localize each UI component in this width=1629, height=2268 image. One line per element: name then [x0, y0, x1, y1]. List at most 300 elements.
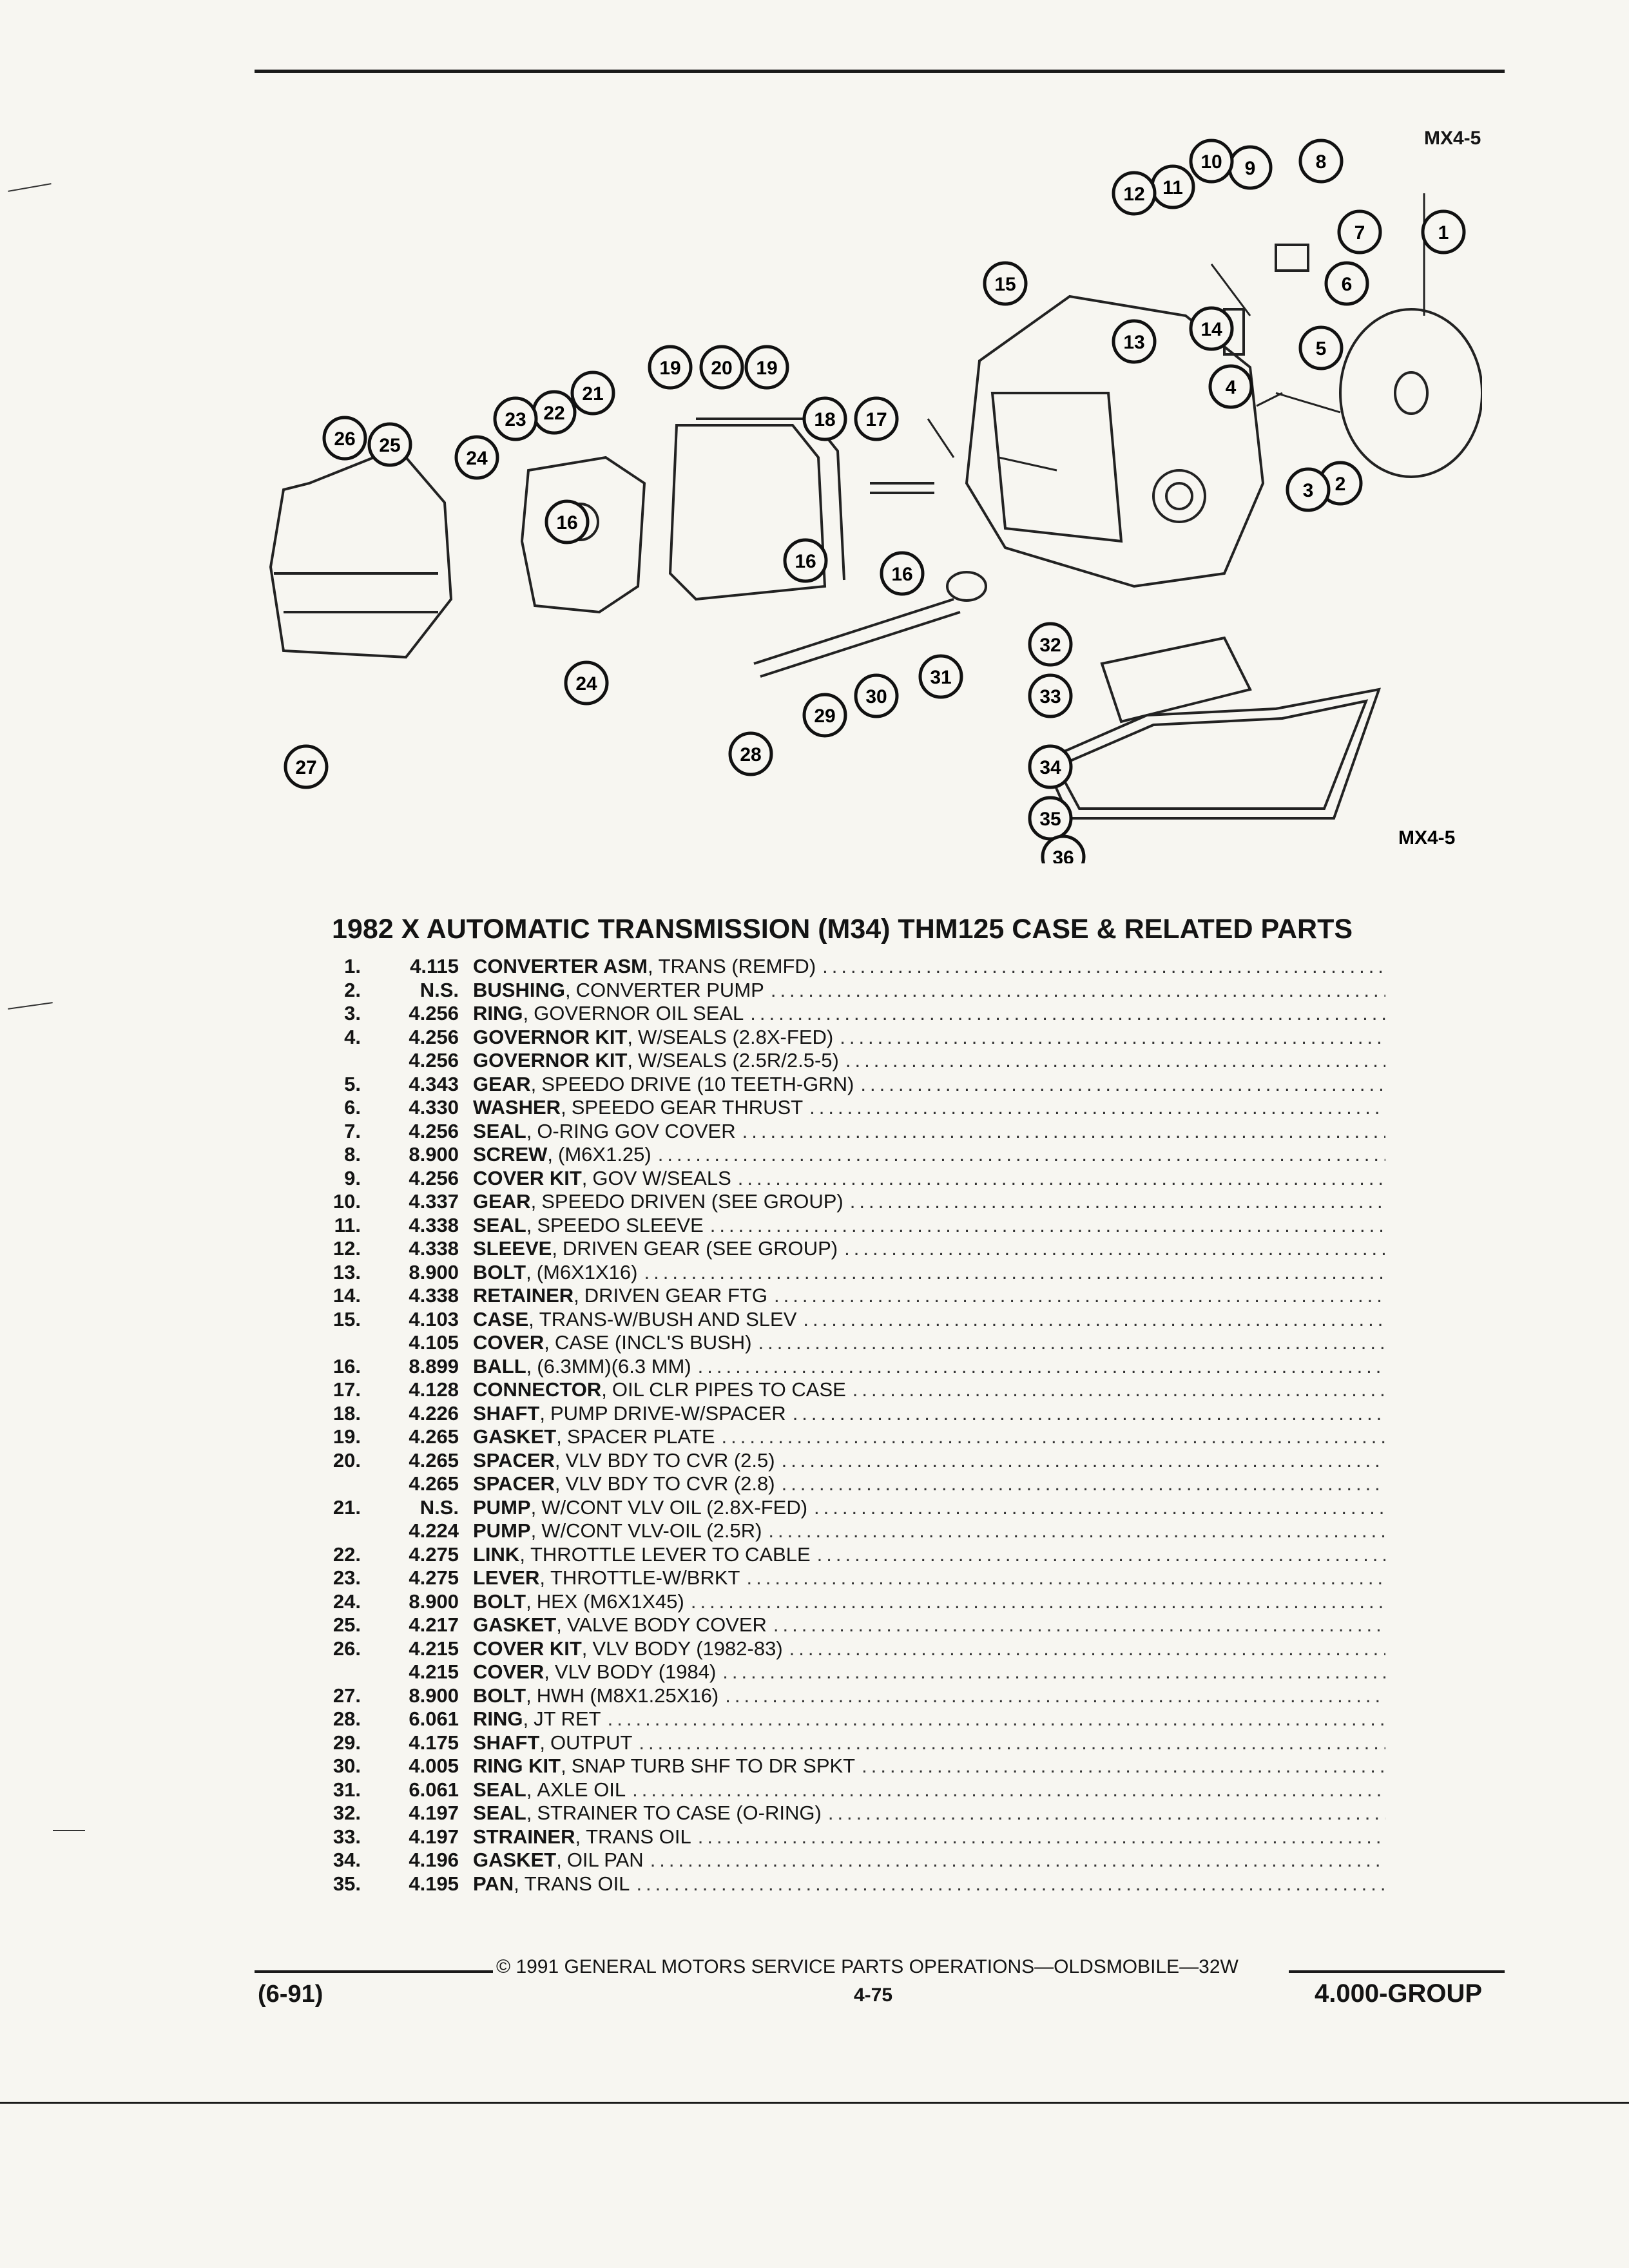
margin-mark [53, 1830, 85, 1831]
leader-dots [691, 1590, 1385, 1613]
callout-number: 29 [814, 706, 836, 727]
part-description: PUMP DRIVE-W/SPACER [550, 1401, 786, 1425]
part-index: 18. [333, 1401, 361, 1425]
part-name: SPACER [473, 1448, 555, 1472]
part-index: 32. [333, 1802, 361, 1825]
part-index: 7. [344, 1119, 361, 1142]
part-name: GOVERNOR KIT [473, 1049, 628, 1072]
callout-number: 22 [543, 403, 565, 424]
part-index: 33. [333, 1825, 361, 1848]
part-separator: , [528, 1307, 534, 1331]
callout-number: 15 [994, 274, 1016, 295]
part-number: 4.195 [409, 1872, 459, 1895]
callout-number: 8 [1315, 151, 1327, 173]
part-number: 8.900 [409, 1590, 459, 1613]
part-separator: , [526, 1213, 532, 1236]
callout-number: 32 [1039, 635, 1061, 656]
leader-dots [860, 1073, 1385, 1096]
exploded-parts-diagram [245, 122, 1482, 863]
part-separator: , [561, 1096, 566, 1119]
part-row [303, 1002, 1385, 1026]
leader-dots [850, 1190, 1385, 1213]
part-separator: , [554, 1472, 561, 1495]
part-index: 20. [333, 1448, 361, 1472]
part-index: 5. [344, 1072, 361, 1095]
part-row [303, 1519, 1385, 1543]
part-name: RETAINER [473, 1284, 574, 1307]
part-row [303, 1026, 1385, 1050]
valve-body-cover-drawing [271, 457, 451, 657]
part-separator: , [554, 1448, 561, 1472]
part-description: DRIVEN GEAR FTG [584, 1284, 767, 1307]
leader-dots [803, 1308, 1385, 1331]
footer-date: (6-91) [258, 1981, 323, 2008]
part-row [303, 1331, 1385, 1355]
part-separator: , [561, 1754, 566, 1778]
part-name: CASE [473, 1307, 529, 1331]
part-separator: , [530, 1519, 537, 1542]
part-separator: , [556, 1425, 562, 1448]
part-number: 4.115 [410, 955, 459, 978]
part-description: W/SEALS (2.8X-FED) [638, 1025, 834, 1048]
callout-number: 31 [930, 667, 952, 688]
part-separator: , [526, 1778, 532, 1801]
part-number: 4.343 [409, 1072, 459, 1095]
part-row [303, 1825, 1385, 1849]
part-description: (6.3MM)(6.3 MM) [537, 1354, 691, 1378]
part-separator: , [581, 1637, 588, 1660]
margin-mark [8, 183, 51, 192]
part-number: 4.196 [409, 1849, 459, 1872]
part-name: PUMP [473, 1495, 531, 1519]
part-index: 16. [333, 1354, 361, 1378]
parts-list [303, 955, 1385, 1896]
leader-dots [774, 1284, 1385, 1307]
part-description: (M6X1X16) [536, 1260, 638, 1283]
callout-number: 19 [659, 358, 681, 379]
part-row [303, 1472, 1385, 1496]
part-name: COVER KIT [473, 1637, 582, 1660]
part-separator: , [539, 1566, 545, 1590]
part-description: SPEEDO GEAR THRUST [571, 1096, 804, 1119]
part-row [303, 1214, 1385, 1238]
part-row [303, 1167, 1385, 1191]
part-index: 25. [333, 1613, 361, 1637]
leader-dots [608, 1707, 1385, 1731]
part-separator: , [552, 1237, 557, 1260]
part-name: SEAL [473, 1802, 526, 1825]
callout-number: 4 [1225, 377, 1237, 398]
part-separator: , [526, 1260, 532, 1283]
part-description: HEX (M6X1X45) [536, 1590, 684, 1613]
part-separator: , [539, 1401, 545, 1425]
leader-dots [782, 1449, 1385, 1472]
leader-dots [738, 1167, 1385, 1190]
leader-dots [722, 1425, 1385, 1448]
part-row [303, 1566, 1385, 1590]
part-number: 4.175 [409, 1731, 459, 1754]
callout-number: 16 [556, 512, 578, 533]
part-description: TRANS-W/BUSH AND SLEV [539, 1307, 797, 1331]
part-index: 17. [333, 1378, 361, 1401]
part-description: TRANS OIL [586, 1825, 691, 1848]
leader-dots [698, 1355, 1385, 1378]
leader-dots [862, 1754, 1385, 1778]
leader-dots [782, 1472, 1385, 1495]
leader-dots [828, 1802, 1385, 1825]
part-description: CASE (INCL'S BUSH) [554, 1331, 752, 1354]
part-description: SPEEDO SLEEVE [537, 1213, 704, 1236]
callout-number: 12 [1123, 184, 1145, 205]
callout-number: 19 [756, 358, 778, 379]
part-row [303, 1496, 1385, 1520]
leader-dots [658, 1143, 1385, 1166]
callout-number: 24 [575, 673, 597, 695]
part-index: 22. [333, 1542, 361, 1566]
part-description: SPEEDO DRIVE (10 TEETH-GRN) [541, 1072, 854, 1095]
copyright-text: © 1991 GENERAL MOTORS SERVICE PARTS OPERATIONS—OLDSMOBILE—32W [496, 1956, 1239, 1977]
leader-dots [840, 1026, 1385, 1049]
leader-dots [845, 1049, 1385, 1072]
part-number: 4.256 [409, 1002, 459, 1025]
part-name: GASKET [473, 1613, 557, 1637]
leader-dots [725, 1684, 1385, 1707]
callout-number: 16 [795, 551, 816, 572]
part-description: SNAP TURB SHF TO DR SPKT [571, 1754, 856, 1778]
part-description: THROTTLE LEVER TO CABLE [530, 1542, 811, 1566]
part-number: 4.103 [409, 1307, 459, 1331]
part-name: SHAFT [473, 1731, 540, 1754]
margin-mark [8, 1002, 53, 1010]
leader-dots [750, 1002, 1385, 1025]
part-name: SCREW [473, 1143, 548, 1166]
callout-number: 30 [865, 686, 887, 707]
part-name: SEAL [473, 1119, 526, 1142]
footer-rule-left [255, 1970, 493, 1973]
part-index: 13. [333, 1260, 361, 1283]
part-description: CONVERTER PUMP [575, 978, 764, 1001]
callout-group [285, 140, 1464, 863]
leader-dots [722, 1660, 1385, 1684]
part-row [303, 1543, 1385, 1567]
part-separator: , [574, 1284, 579, 1307]
part-index: 35. [333, 1872, 361, 1895]
part-name: BUSHING [473, 978, 565, 1001]
part-name: GOVERNOR KIT [473, 1025, 628, 1048]
part-number: 4.224 [409, 1519, 459, 1542]
leader-dots [771, 979, 1385, 1002]
part-row [303, 1802, 1385, 1825]
part-index: 3. [344, 1002, 361, 1025]
part-separator: , [575, 1825, 581, 1848]
callout-number: 3 [1302, 480, 1314, 501]
part-index: 30. [333, 1754, 361, 1778]
part-separator: , [556, 1613, 562, 1637]
part-number: 4.265 [409, 1472, 459, 1495]
part-name: RING KIT [473, 1754, 561, 1778]
leader-dots [822, 955, 1385, 978]
part-name: BALL [473, 1354, 526, 1378]
callout-number: 23 [505, 409, 526, 430]
page-number: 4-75 [854, 1984, 893, 2006]
leader-dots [639, 1731, 1385, 1754]
part-number: N.S. [419, 978, 459, 1001]
leader-dots [844, 1237, 1385, 1260]
part-name: SHAFT [473, 1401, 540, 1425]
callout-number: 11 [1162, 177, 1183, 198]
callout-number: 6 [1341, 274, 1353, 295]
part-index: 29. [333, 1731, 361, 1754]
part-row [303, 1308, 1385, 1332]
part-number: 4.256 [409, 1119, 459, 1142]
part-description: SPACER PLATE [566, 1425, 715, 1448]
part-separator: , [539, 1731, 545, 1754]
strainer-drawing [1102, 638, 1250, 722]
part-row [303, 1425, 1385, 1449]
part-number: 4.256 [409, 1025, 459, 1048]
callout-number: 33 [1039, 686, 1061, 707]
part-row [303, 1778, 1385, 1802]
callout-number: 7 [1354, 222, 1365, 244]
leader-dots [773, 1613, 1385, 1637]
part-row [303, 1402, 1385, 1426]
part-separator: , [544, 1331, 550, 1354]
part-description: TRANS (REMFD) [658, 955, 816, 978]
part-name: GASKET [473, 1425, 557, 1448]
part-separator: , [523, 1002, 529, 1025]
part-name: WASHER [473, 1096, 561, 1119]
part-name: GEAR [473, 1190, 531, 1213]
part-index: 34. [333, 1849, 361, 1872]
top-rule [255, 70, 1505, 73]
part-separator: , [647, 955, 653, 978]
part-description: OIL PAN [566, 1849, 644, 1872]
part-description: SPEEDO DRIVEN (SEE GROUP) [541, 1190, 843, 1213]
part-name: SLEEVE [473, 1237, 552, 1260]
part-row [303, 1378, 1385, 1402]
part-separator: , [523, 1707, 529, 1731]
part-row [303, 1355, 1385, 1379]
part-name: BOLT [473, 1684, 526, 1707]
part-index: 28. [333, 1707, 361, 1731]
part-separator: , [544, 1660, 550, 1684]
part-row [303, 1707, 1385, 1731]
callout-number: 18 [814, 409, 836, 430]
part-name: PUMP [473, 1519, 531, 1542]
part-index: 23. [333, 1566, 361, 1590]
part-number: 4.226 [409, 1401, 459, 1425]
diagram-code: MX4-5 [1398, 827, 1456, 849]
part-name: COVER [473, 1660, 545, 1684]
part-name: SEAL [473, 1778, 526, 1801]
part-name: BOLT [473, 1590, 526, 1613]
part-separator: , [601, 1378, 607, 1401]
part-number: 4.005 [409, 1754, 459, 1778]
part-number: 4.265 [409, 1425, 459, 1448]
leader-dots [793, 1402, 1385, 1425]
part-name: GEAR [473, 1072, 531, 1095]
part-index: 31. [333, 1778, 361, 1801]
leader-dots [809, 1096, 1385, 1119]
part-number: 4.256 [409, 1166, 459, 1189]
part-number: 4.215 [409, 1637, 459, 1660]
leader-dots [768, 1519, 1385, 1542]
part-description: VLV BDY TO CVR (2.5) [565, 1448, 775, 1472]
part-separator: , [530, 1495, 537, 1519]
part-number: 8.900 [409, 1260, 459, 1283]
callout-number: 24 [466, 448, 488, 469]
part-row [303, 1284, 1385, 1308]
part-name: LINK [473, 1542, 520, 1566]
callout-number: 10 [1200, 151, 1222, 173]
part-index: 19. [333, 1425, 361, 1448]
part-number: 4.275 [409, 1566, 459, 1590]
callout-number: 14 [1200, 319, 1222, 340]
part-number: 4.197 [409, 1802, 459, 1825]
part-name: SPACER [473, 1472, 555, 1495]
part-index: 24. [333, 1590, 361, 1613]
callout-number: 35 [1039, 809, 1061, 830]
header-code: MX4-5 [1424, 128, 1481, 149]
part-index: 12. [333, 1237, 361, 1260]
leader-dots [698, 1825, 1385, 1849]
part-name: COVER KIT [473, 1166, 582, 1189]
callout-number: 28 [740, 744, 762, 765]
part-index: 1. [344, 955, 361, 978]
page-title: 1982 X AUTOMATIC TRANSMISSION (M34) THM125 CASE & RELATED PARTS [332, 914, 1353, 945]
part-index: 10. [333, 1190, 361, 1213]
part-number: 4.338 [409, 1213, 459, 1236]
part-row [303, 1590, 1385, 1614]
part-description: STRAINER TO CASE (O-RING) [537, 1802, 822, 1825]
torque-converter-drawing [1340, 309, 1482, 477]
part-separator: , [526, 1684, 532, 1707]
callout-number: 1 [1438, 222, 1449, 244]
callout-number: 9 [1244, 158, 1256, 179]
part-separator: , [547, 1143, 554, 1166]
part-index: 2. [344, 978, 361, 1001]
part-description: HWH (M8X1.25X16) [536, 1684, 719, 1707]
leader-dots [632, 1778, 1385, 1802]
callout-number: 2 [1335, 474, 1346, 495]
part-description: O-RING GOV COVER [537, 1119, 736, 1142]
part-row [303, 955, 1385, 979]
callout-number: 25 [379, 435, 401, 456]
part-index: 15. [333, 1307, 361, 1331]
part-description: TRANS OIL [524, 1872, 630, 1895]
part-row [303, 1754, 1385, 1778]
part-separator: , [514, 1872, 519, 1895]
part-index: 27. [333, 1684, 361, 1707]
part-name: PAN [473, 1872, 514, 1895]
part-description: W/CONT VLV OIL (2.8X-FED) [541, 1495, 808, 1519]
part-number: 4.217 [409, 1613, 459, 1637]
part-row [303, 1190, 1385, 1214]
part-row [303, 1449, 1385, 1473]
part-number: 4.338 [409, 1237, 459, 1260]
part-separator: , [526, 1590, 532, 1613]
leader-dots [710, 1214, 1385, 1237]
part-number: 4.105 [409, 1331, 459, 1354]
part-name: COVER [473, 1331, 545, 1354]
part-row [303, 1073, 1385, 1097]
callout-number: 26 [334, 428, 356, 450]
part-name: LEVER [473, 1566, 540, 1590]
leader-dots [742, 1120, 1385, 1143]
part-row [303, 979, 1385, 1003]
part-separator: , [581, 1166, 588, 1189]
part-name: SEAL [473, 1213, 526, 1236]
part-index: 9. [344, 1166, 361, 1189]
part-number: 6.061 [409, 1778, 459, 1801]
part-description: GOV W/SEALS [592, 1166, 731, 1189]
leader-dots [789, 1637, 1385, 1660]
part-number: 8.900 [409, 1684, 459, 1707]
part-index: 26. [333, 1637, 361, 1660]
part-name: CONVERTER ASM [473, 955, 648, 978]
part-row [303, 1261, 1385, 1285]
leader-dots [650, 1849, 1385, 1872]
part-description: VLV BODY (1984) [554, 1660, 717, 1684]
part-name: BOLT [473, 1260, 526, 1283]
callout-number: 5 [1315, 338, 1327, 360]
part-description: DRIVEN GEAR (SEE GROUP) [562, 1237, 838, 1260]
leader-dots [644, 1261, 1386, 1284]
part-description: GOVERNOR OIL SEAL [534, 1002, 744, 1025]
bottom-rule [0, 2102, 1629, 2104]
part-separator: , [627, 1025, 633, 1048]
part-description: AXLE OIL [537, 1778, 626, 1801]
part-row [303, 1731, 1385, 1755]
part-number: 4.197 [409, 1825, 459, 1848]
part-number: 4.330 [409, 1096, 459, 1119]
callout-number: 34 [1039, 757, 1061, 778]
part-description: VLV BDY TO CVR (2.8) [565, 1472, 775, 1495]
part-row [303, 1849, 1385, 1872]
part-description: W/CONT VLV-OIL (2.5R) [541, 1519, 762, 1542]
part-index: 14. [333, 1284, 361, 1307]
part-index: 4. [344, 1025, 361, 1048]
part-number: 4.256 [409, 1049, 459, 1072]
part-separator: , [526, 1354, 532, 1378]
part-description: W/SEALS (2.5R/2.5-5) [638, 1049, 839, 1072]
part-index: 6. [344, 1096, 361, 1119]
callout-number: 13 [1123, 332, 1145, 353]
leader-dots [758, 1331, 1385, 1354]
part-separator: , [526, 1802, 532, 1825]
part-number: 4.337 [409, 1190, 459, 1213]
part-separator: , [556, 1849, 562, 1872]
part-row [303, 1096, 1385, 1120]
callout-number: 16 [891, 564, 913, 585]
part-index: 21. [333, 1495, 361, 1519]
part-separator: , [564, 978, 571, 1001]
part-description: OIL CLR PIPES TO CASE [612, 1378, 846, 1401]
part-description: VALVE BODY COVER [566, 1613, 767, 1637]
footer-rule-right [1289, 1970, 1505, 1973]
part-number: 8.900 [409, 1143, 459, 1166]
part-name: GASKET [473, 1849, 557, 1872]
part-row [303, 1237, 1385, 1261]
part-name: RING [473, 1002, 523, 1025]
callout-number: 36 [1052, 847, 1074, 863]
part-number: 4.215 [409, 1660, 459, 1684]
callout-number: 21 [582, 383, 604, 405]
callout-number: 17 [865, 409, 887, 430]
part-separator: , [627, 1049, 633, 1072]
part-number: 8.899 [409, 1354, 459, 1378]
part-row [303, 1684, 1385, 1708]
